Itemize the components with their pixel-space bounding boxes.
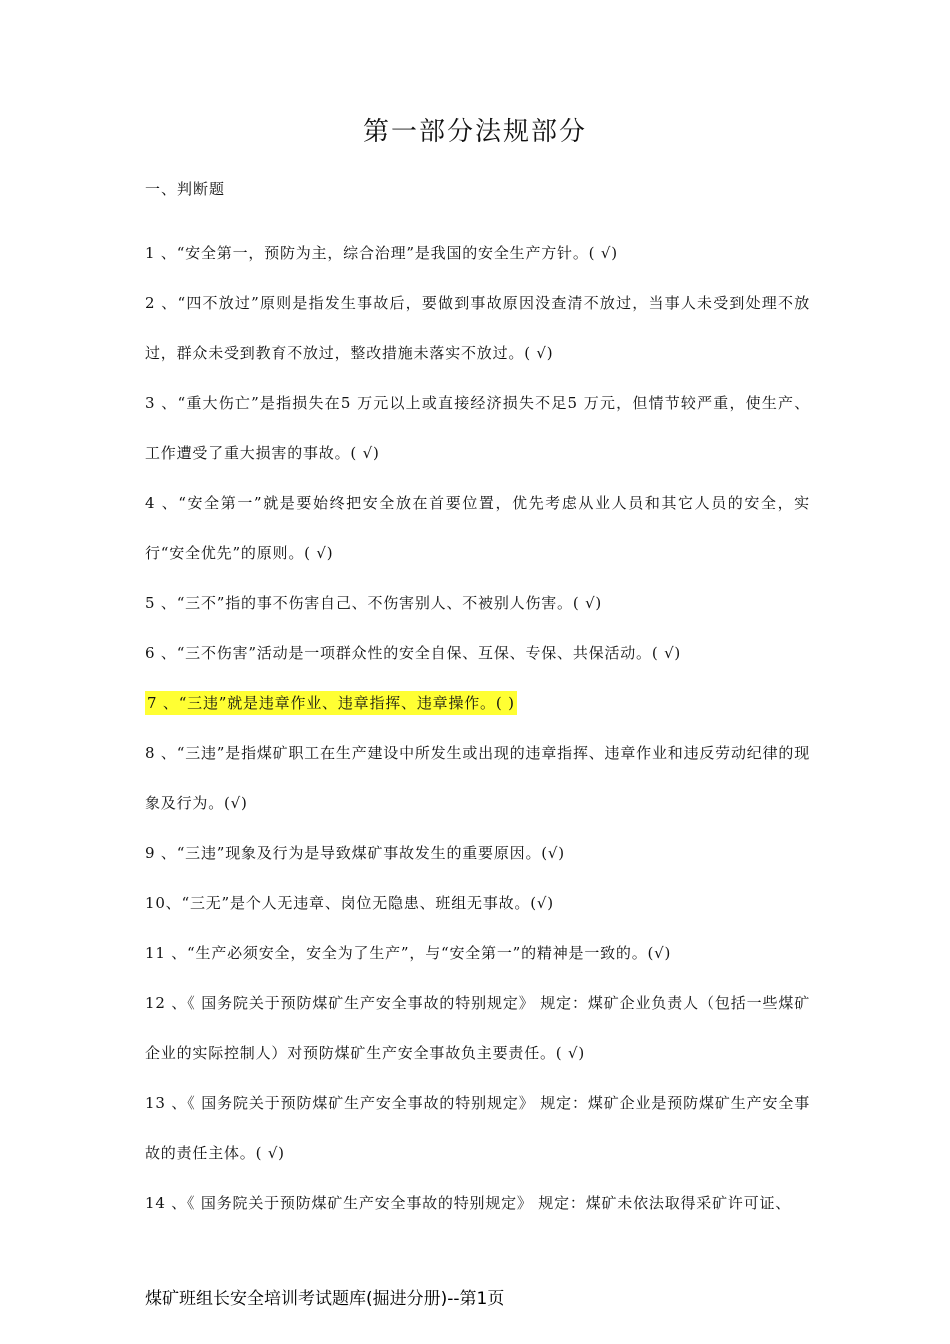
- page-footer: 煤矿班组长安全培训考试题库(掘进分册)--第1页: [145, 1289, 505, 1309]
- question-item: 12 、《 国务院关于预防煤矿生产安全事故的特别规定》 规定：煤矿企业负责人（包括一些煤矿企业的实际控制人）对预防煤矿生产安全事故负主要责任。( √): [145, 994, 810, 1062]
- question-item: 3 、“重大伤亡”是指损失在5 万元以上或直接经济损失不足5 万元，但情节较严重，使生产、工作遭受了重大损害的事故。( √): [145, 394, 810, 462]
- question-item: 1 、“安全第一，预防为主，综合治理”是我国的安全生产方针。( √): [145, 244, 618, 262]
- question-item: 11 、“生产必须安全，安全为了生产”，与“安全第一”的精神是一致的。(√): [145, 944, 672, 962]
- highlighted-text: 7 、“三违”就是违章作业、违章指挥、违章操作。( ): [145, 691, 517, 715]
- question-list: [145, 228, 810, 1228]
- question-item: 9 、“三违”现象及行为是导致煤矿事故发生的重要原因。(√): [145, 844, 565, 862]
- question-item: 10、“三无”是个人无违章、岗位无隐患、班组无事故。(√): [145, 894, 554, 912]
- question-item: 8 、“三违”是指煤矿职工在生产建设中所发生或出现的违章指挥、违章作业和违反劳动纪律的现象及行为。(√): [145, 744, 810, 812]
- question-item: 13 、《 国务院关于预防煤矿生产安全事故的特别规定》 规定：煤矿企业是预防煤矿生产安全事故的责任主体。( √): [145, 1094, 810, 1162]
- section-heading: 一、判断题: [145, 180, 226, 198]
- question-item: 5 、“三不”指的事不伤害自己、不伤害别人、不被别人伤害。( √): [145, 594, 603, 612]
- question-item: 4 、“安全第一”就是要始终把安全放在首要位置，优先考虑从业人员和其它人员的安全，实行“安全优先”的原则。( √): [145, 494, 810, 562]
- question-item: 6 、“三不伤害”活动是一项群众性的安全自保、互保、专保、共保活动。( √): [145, 644, 682, 662]
- question-item-highlighted: [145, 678, 810, 728]
- question-item: 14 、《 国务院关于预防煤矿生产安全事故的特别规定》 规定：煤矿未依法取得采矿许可证、: [145, 1194, 792, 1212]
- page-title: 第一部分法规部分: [362, 117, 587, 147]
- question-item: 2 、“四不放过”原则是指发生事故后，要做到事故原因没查清不放过，当事人未受到处理不放过，群众未受到教育不放过，整改措施未落实不放过。( √): [145, 294, 810, 362]
